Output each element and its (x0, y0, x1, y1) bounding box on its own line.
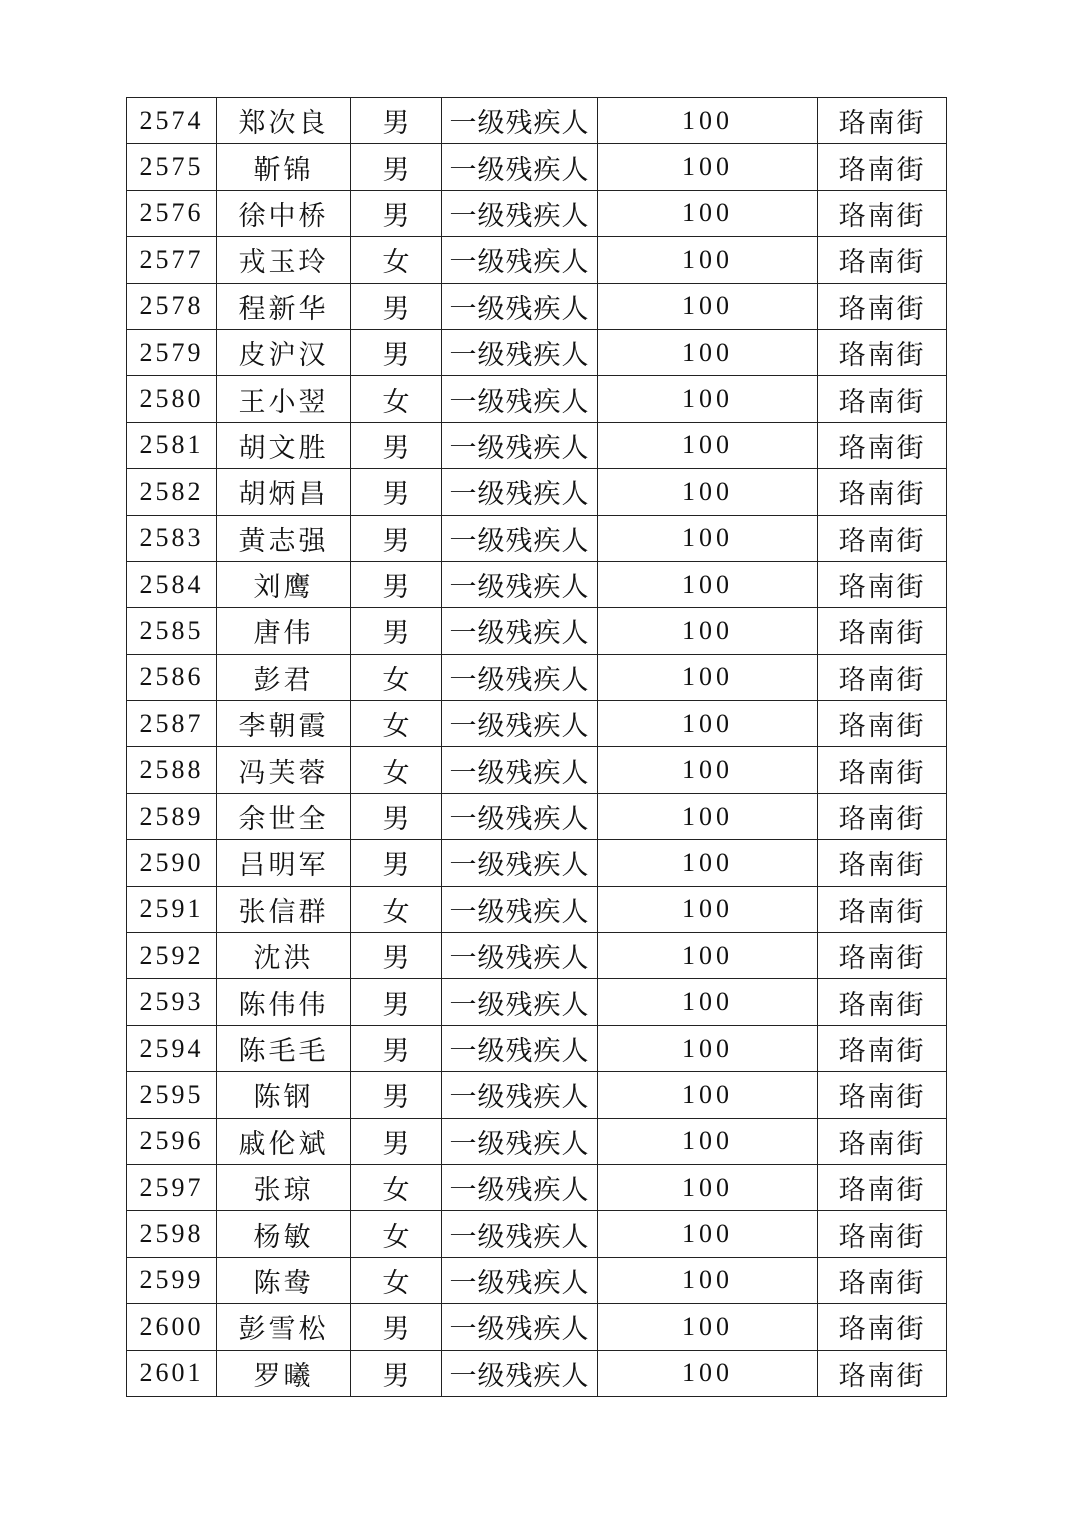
serial-number-cell: 2576 (127, 190, 217, 236)
amount-cell: 100 (598, 701, 818, 747)
gender-cell: 女 (351, 376, 442, 422)
table-row (127, 422, 947, 468)
table-row (127, 979, 947, 1025)
name-cell: 杨敏 (217, 1211, 351, 1257)
street-cell: 珞南街 (818, 1164, 947, 1210)
gender-cell: 男 (351, 422, 442, 468)
street-cell: 珞南街 (818, 608, 947, 654)
category-cell: 一级残疾人 (442, 1118, 598, 1164)
serial-number-cell: 2596 (127, 1118, 217, 1164)
gender-cell: 男 (351, 283, 442, 329)
category-cell: 一级残疾人 (442, 840, 598, 886)
amount-cell: 100 (598, 840, 818, 886)
name-cell: 李朝霞 (217, 701, 351, 747)
serial-number-cell: 2598 (127, 1211, 217, 1257)
category-cell: 一级残疾人 (442, 979, 598, 1025)
serial-number-cell: 2591 (127, 886, 217, 932)
serial-number-cell: 2583 (127, 515, 217, 561)
gender-cell: 男 (351, 979, 442, 1025)
serial-number-cell: 2586 (127, 654, 217, 700)
gender-cell: 女 (351, 654, 442, 700)
category-cell: 一级残疾人 (442, 283, 598, 329)
amount-cell: 100 (598, 422, 818, 468)
category-cell: 一级残疾人 (442, 1304, 598, 1350)
street-cell: 珞南街 (818, 376, 947, 422)
gender-cell: 女 (351, 237, 442, 283)
table-row (127, 561, 947, 607)
serial-number-cell: 2578 (127, 283, 217, 329)
name-cell: 余世全 (217, 793, 351, 839)
table-row (127, 329, 947, 375)
amount-cell: 100 (598, 1350, 818, 1396)
category-cell: 一级残疾人 (442, 1072, 598, 1118)
gender-cell: 男 (351, 515, 442, 561)
category-cell: 一级残疾人 (442, 329, 598, 375)
serial-number-cell: 2593 (127, 979, 217, 1025)
gender-cell: 女 (351, 1164, 442, 1210)
category-cell: 一级残疾人 (442, 190, 598, 236)
gender-cell: 女 (351, 886, 442, 932)
street-cell: 珞南街 (818, 1304, 947, 1350)
category-cell: 一级残疾人 (442, 654, 598, 700)
category-cell: 一级残疾人 (442, 144, 598, 190)
gender-cell: 男 (351, 1304, 442, 1350)
gender-cell: 女 (351, 701, 442, 747)
table-row (127, 1350, 947, 1396)
street-cell: 珞南街 (818, 469, 947, 515)
table-row (127, 376, 947, 422)
category-cell: 一级残疾人 (442, 747, 598, 793)
street-cell: 珞南街 (818, 237, 947, 283)
table-row (127, 701, 947, 747)
gender-cell: 男 (351, 840, 442, 886)
name-cell: 彭君 (217, 654, 351, 700)
serial-number-cell: 2582 (127, 469, 217, 515)
name-cell: 张琼 (217, 1164, 351, 1210)
category-cell: 一级残疾人 (442, 515, 598, 561)
amount-cell: 100 (598, 979, 818, 1025)
table-row (127, 144, 947, 190)
name-cell: 沈洪 (217, 933, 351, 979)
street-cell: 珞南街 (818, 840, 947, 886)
amount-cell: 100 (598, 283, 818, 329)
amount-cell: 100 (598, 1025, 818, 1071)
serial-number-cell: 2584 (127, 561, 217, 607)
serial-number-cell: 2590 (127, 840, 217, 886)
amount-cell: 100 (598, 1164, 818, 1210)
category-cell: 一级残疾人 (442, 793, 598, 839)
gender-cell: 女 (351, 1257, 442, 1303)
amount-cell: 100 (598, 1257, 818, 1303)
category-cell: 一级残疾人 (442, 422, 598, 468)
name-cell: 冯芙蓉 (217, 747, 351, 793)
category-cell: 一级残疾人 (442, 608, 598, 654)
table-row (127, 933, 947, 979)
street-cell: 珞南街 (818, 1025, 947, 1071)
serial-number-cell: 2592 (127, 933, 217, 979)
serial-number-cell: 2574 (127, 98, 217, 144)
street-cell: 珞南街 (818, 654, 947, 700)
serial-number-cell: 2600 (127, 1304, 217, 1350)
serial-number-cell: 2587 (127, 701, 217, 747)
street-cell: 珞南街 (818, 933, 947, 979)
name-cell: 胡文胜 (217, 422, 351, 468)
street-cell: 珞南街 (818, 1350, 947, 1396)
gender-cell: 男 (351, 1025, 442, 1071)
name-cell: 唐伟 (217, 608, 351, 654)
name-cell: 张信群 (217, 886, 351, 932)
table-row (127, 1257, 947, 1303)
name-cell: 罗曦 (217, 1350, 351, 1396)
name-cell: 彭雪松 (217, 1304, 351, 1350)
gender-cell: 男 (351, 793, 442, 839)
table-row (127, 283, 947, 329)
amount-cell: 100 (598, 515, 818, 561)
street-cell: 珞南街 (818, 1072, 947, 1118)
category-cell: 一级残疾人 (442, 469, 598, 515)
subsidy-table (126, 97, 947, 1397)
serial-number-cell: 2581 (127, 422, 217, 468)
table-row (127, 515, 947, 561)
gender-cell: 女 (351, 747, 442, 793)
table-row (127, 654, 947, 700)
serial-number-cell: 2589 (127, 793, 217, 839)
name-cell: 皮沪汉 (217, 329, 351, 375)
category-cell: 一级残疾人 (442, 98, 598, 144)
name-cell: 戎玉玲 (217, 237, 351, 283)
table-row (127, 747, 947, 793)
serial-number-cell: 2585 (127, 608, 217, 654)
street-cell: 珞南街 (818, 515, 947, 561)
street-cell: 珞南街 (818, 329, 947, 375)
amount-cell: 100 (598, 747, 818, 793)
name-cell: 黄志强 (217, 515, 351, 561)
amount-cell: 100 (598, 561, 818, 607)
amount-cell: 100 (598, 793, 818, 839)
category-cell: 一级残疾人 (442, 1257, 598, 1303)
amount-cell: 100 (598, 98, 818, 144)
amount-cell: 100 (598, 1304, 818, 1350)
amount-cell: 100 (598, 1072, 818, 1118)
street-cell: 珞南街 (818, 190, 947, 236)
gender-cell: 男 (351, 561, 442, 607)
gender-cell: 男 (351, 329, 442, 375)
category-cell: 一级残疾人 (442, 237, 598, 283)
amount-cell: 100 (598, 237, 818, 283)
name-cell: 陈伟伟 (217, 979, 351, 1025)
amount-cell: 100 (598, 654, 818, 700)
category-cell: 一级残疾人 (442, 1350, 598, 1396)
gender-cell: 男 (351, 98, 442, 144)
table-row (127, 98, 947, 144)
table-row (127, 237, 947, 283)
table-row (127, 886, 947, 932)
amount-cell: 100 (598, 608, 818, 654)
street-cell: 珞南街 (818, 1257, 947, 1303)
name-cell: 陈毛毛 (217, 1025, 351, 1071)
table-row (127, 1164, 947, 1210)
name-cell: 戚伦斌 (217, 1118, 351, 1164)
serial-number-cell: 2575 (127, 144, 217, 190)
name-cell: 徐中桥 (217, 190, 351, 236)
serial-number-cell: 2580 (127, 376, 217, 422)
table-row (127, 190, 947, 236)
street-cell: 珞南街 (818, 1211, 947, 1257)
gender-cell: 男 (351, 469, 442, 515)
serial-number-cell: 2601 (127, 1350, 217, 1396)
amount-cell: 100 (598, 469, 818, 515)
name-cell: 程新华 (217, 283, 351, 329)
amount-cell: 100 (598, 886, 818, 932)
amount-cell: 100 (598, 1118, 818, 1164)
table-row (127, 1118, 947, 1164)
gender-cell: 女 (351, 1211, 442, 1257)
gender-cell: 男 (351, 608, 442, 654)
table-row (127, 608, 947, 654)
category-cell: 一级残疾人 (442, 1164, 598, 1210)
name-cell: 靳锦 (217, 144, 351, 190)
gender-cell: 男 (351, 1350, 442, 1396)
name-cell: 陈钢 (217, 1072, 351, 1118)
amount-cell: 100 (598, 329, 818, 375)
name-cell: 刘鹰 (217, 561, 351, 607)
table-row (127, 469, 947, 515)
category-cell: 一级残疾人 (442, 1025, 598, 1071)
amount-cell: 100 (598, 144, 818, 190)
serial-number-cell: 2594 (127, 1025, 217, 1071)
category-cell: 一级残疾人 (442, 886, 598, 932)
street-cell: 珞南街 (818, 886, 947, 932)
street-cell: 珞南街 (818, 422, 947, 468)
street-cell: 珞南街 (818, 1118, 947, 1164)
gender-cell: 男 (351, 1072, 442, 1118)
category-cell: 一级残疾人 (442, 561, 598, 607)
gender-cell: 男 (351, 144, 442, 190)
street-cell: 珞南街 (818, 283, 947, 329)
serial-number-cell: 2588 (127, 747, 217, 793)
category-cell: 一级残疾人 (442, 376, 598, 422)
table-row (127, 840, 947, 886)
street-cell: 珞南街 (818, 793, 947, 839)
name-cell: 郑次良 (217, 98, 351, 144)
amount-cell: 100 (598, 190, 818, 236)
table-row (127, 1211, 947, 1257)
street-cell: 珞南街 (818, 144, 947, 190)
category-cell: 一级残疾人 (442, 933, 598, 979)
street-cell: 珞南街 (818, 98, 947, 144)
table-body (127, 98, 947, 1397)
table-row (127, 1072, 947, 1118)
amount-cell: 100 (598, 933, 818, 979)
gender-cell: 男 (351, 190, 442, 236)
street-cell: 珞南街 (818, 561, 947, 607)
name-cell: 陈鸯 (217, 1257, 351, 1303)
name-cell: 胡炳昌 (217, 469, 351, 515)
gender-cell: 男 (351, 1118, 442, 1164)
amount-cell: 100 (598, 376, 818, 422)
street-cell: 珞南街 (818, 747, 947, 793)
gender-cell: 男 (351, 933, 442, 979)
serial-number-cell: 2595 (127, 1072, 217, 1118)
amount-cell: 100 (598, 1211, 818, 1257)
table-row (127, 1025, 947, 1071)
serial-number-cell: 2599 (127, 1257, 217, 1303)
name-cell: 吕明军 (217, 840, 351, 886)
name-cell: 王小翌 (217, 376, 351, 422)
serial-number-cell: 2579 (127, 329, 217, 375)
table-row (127, 793, 947, 839)
table-row (127, 1304, 947, 1350)
street-cell: 珞南街 (818, 979, 947, 1025)
category-cell: 一级残疾人 (442, 1211, 598, 1257)
serial-number-cell: 2577 (127, 237, 217, 283)
serial-number-cell: 2597 (127, 1164, 217, 1210)
street-cell: 珞南街 (818, 701, 947, 747)
category-cell: 一级残疾人 (442, 701, 598, 747)
